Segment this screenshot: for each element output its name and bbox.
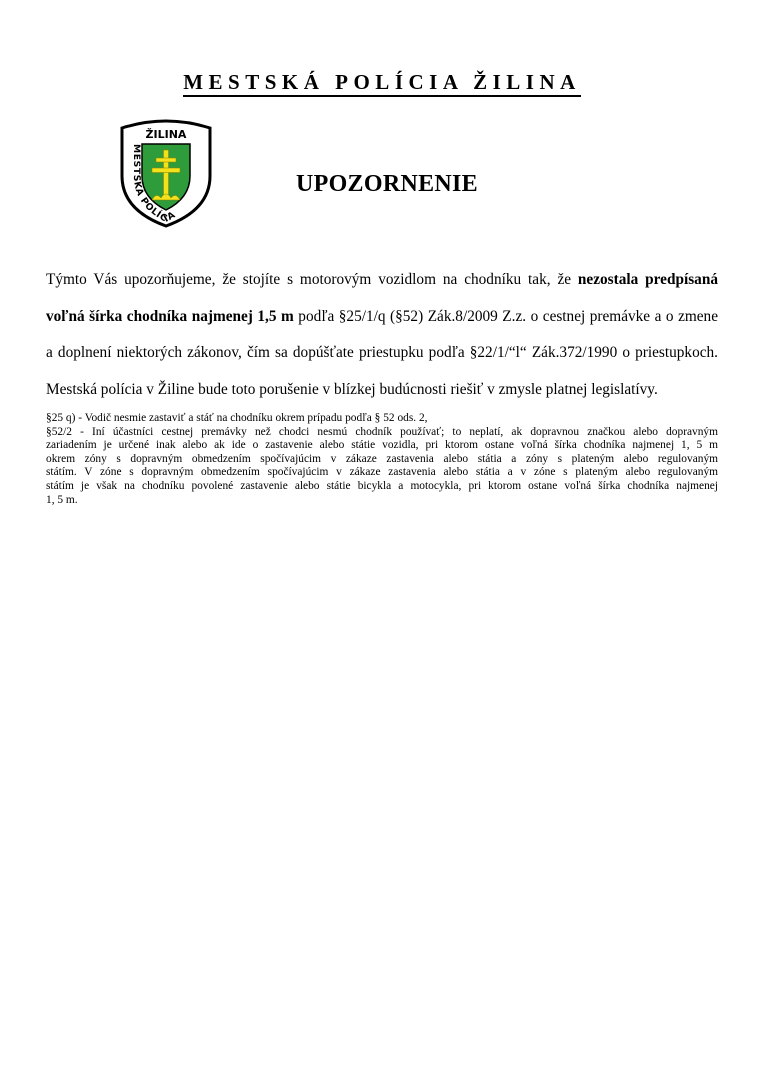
- legal-notes: [46, 412, 718, 507]
- note-line: státím je však na chodníku povolené zastavenie alebo státie bicykla a motocykla, pri ktorom ostane voľná šírka chodníka najmenej: [46, 479, 718, 492]
- body-line-1: Týmto Vás upozorňujeme, že stojíte s motorovým vozidlom na chodníku tak, že nezostala predpísaná: [46, 271, 718, 288]
- organization-title-text: MESTSKÁ POLÍCIA ŽILINA: [183, 70, 581, 97]
- document-heading: UPOZORNENIE: [296, 171, 478, 197]
- note-line: 1, 5 m.: [46, 493, 78, 506]
- city-police-emblem: [116, 118, 216, 228]
- shield-emblem-icon: [116, 118, 216, 228]
- note-line: §25 q) - Vodič nesmie zastaviť a stáť na chodníku okrem prípadu podľa § 52 ods. 2,: [46, 412, 428, 424]
- note-line: zariadením je určené inak alebo ak ide o zastavenie alebo státie vozidla, pri ktorom ostane voľná šírka chodníka najmenej 1, 5 m: [46, 439, 718, 452]
- body-line-2: voľná šírka chodníka najmenej 1,5 m podľa §25/1/q (§52) Zák.8/2009 Z.z. o cestnej premávke a o zmene: [46, 307, 718, 325]
- note-line: §52/2 - Iní účastníci cestnej premávky než chodci nesmú chodník používať; to neplatí, ak dopravnou značkou alebo dopravným: [46, 425, 718, 438]
- note-line: státím. V zóne s dopravným obmedzením spočívajúcim v zákaze zastavenia alebo státia a v zóne s plateným alebo regulovaným: [46, 466, 718, 479]
- body-line-3: a doplnení niektorých zákonov, čím sa dopúšťate priestupku podľa §22/1/“l“ Zák.372/1990 o priestupkoch.: [46, 344, 718, 361]
- body-line-4: Mestská polícia v Žiline bude toto porušenie v blízkej budúcnosti riešiť v zmysle platnej legislatívy.: [46, 380, 658, 398]
- notice-body: [46, 262, 718, 408]
- note-line: okrem zóny s dopravným obmedzením spočívajúcim v zákaze zastavenia alebo státia a zóny s plateným alebo regulovaným: [46, 452, 718, 465]
- emblem-top-text: ŽILINA: [145, 128, 187, 141]
- emblem-ring-text: MESTSKÁ POLÍCIA: [130, 144, 178, 225]
- organization-title: [0, 70, 764, 95]
